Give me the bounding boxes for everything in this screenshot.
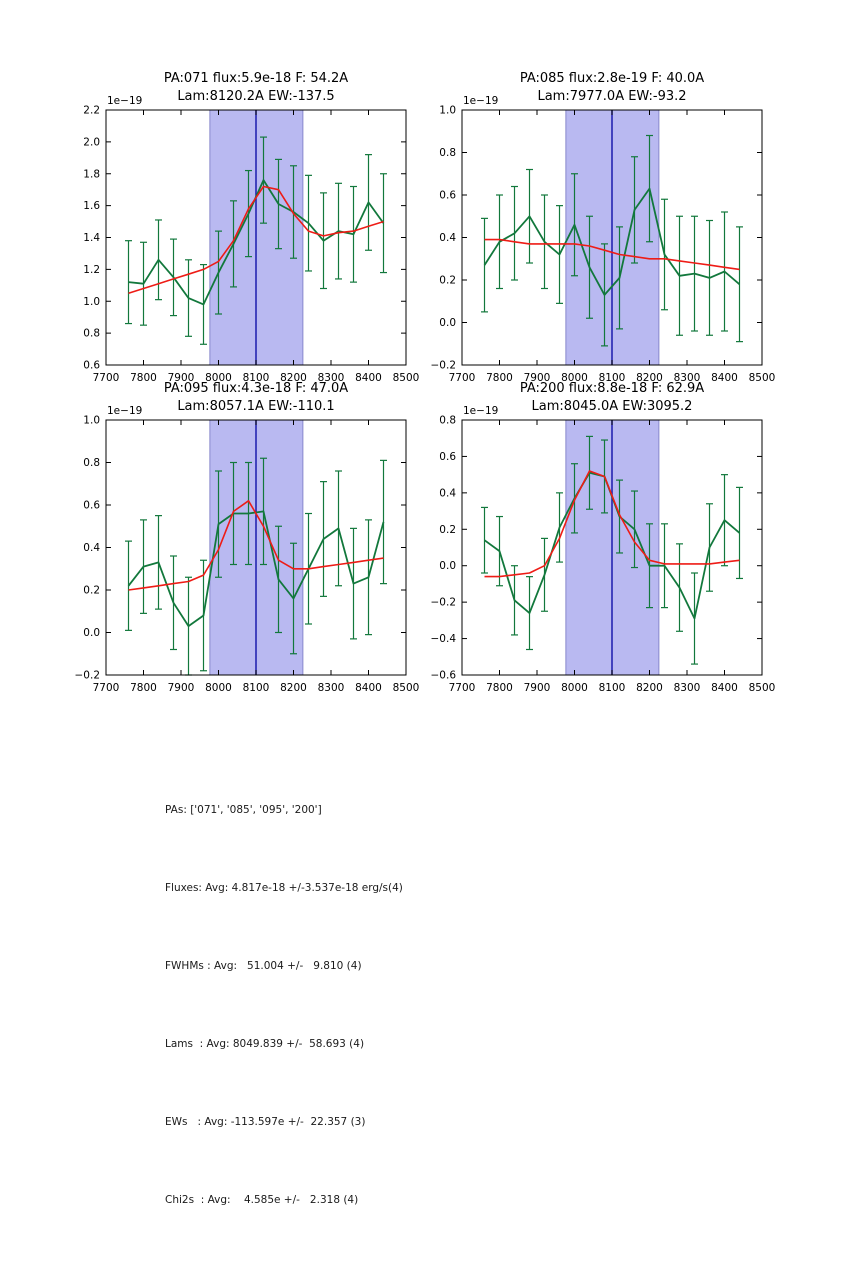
y-tick-label: 0.8 [439, 414, 456, 427]
y-tick-label: 1.0 [83, 414, 100, 427]
x-tick-label: 7900 [523, 682, 551, 694]
x-tick-label: 8500 [392, 372, 420, 384]
x-tick-label: 8300 [673, 682, 701, 694]
x-tick-label: 8500 [392, 682, 420, 694]
y-tick-label: 0.8 [83, 327, 100, 340]
y-tick-label: 0.0 [439, 317, 456, 329]
plot-area [50, 406, 430, 726]
y-tick-label: 1.2 [83, 263, 100, 276]
subplot-title-line2: Lam:7977.0A EW:-93.2 [537, 89, 687, 104]
subplot-title-line2: Lam:8045.0A EW:3095.2 [531, 399, 693, 414]
subplot-pa085 [406, 96, 786, 416]
subplot-pa071 [50, 96, 430, 416]
x-tick-label: 7800 [486, 372, 513, 384]
plot-area [406, 96, 786, 416]
x-tick-label: 7800 [130, 682, 157, 694]
y-tick-label: −0.4 [430, 633, 456, 646]
subplot-title-line1: PA:200 flux:8.8e-18 F: 62.9A [519, 381, 705, 396]
y-tick-label: 1.6 [83, 200, 100, 213]
y-tick-label: 0.8 [439, 147, 456, 159]
x-tick-label: 7700 [92, 682, 120, 694]
y-tick-label: −0.2 [74, 669, 100, 682]
x-tick-label: 8400 [711, 682, 738, 694]
summary-line-lams: Lams : Avg: 8049.839 +/- 58.693 (4) [165, 1038, 365, 1050]
y-tick-label: 0.4 [439, 232, 456, 244]
x-tick-label: 8300 [317, 682, 345, 694]
x-tick-label: 8000 [561, 682, 588, 694]
y-tick-label: 1.0 [439, 104, 456, 117]
y-tick-label: 1.4 [83, 232, 100, 244]
y-tick-label: 0.6 [83, 499, 100, 512]
x-tick-label: 8300 [673, 372, 701, 384]
x-tick-label: 8200 [280, 682, 307, 694]
subplot-pa095 [50, 406, 430, 726]
y-tick-label: −0.2 [430, 596, 456, 609]
summary-line-ews: EWs : Avg: -113.597e +/- 22.357 (3) [165, 1116, 366, 1128]
plot-area [50, 96, 430, 416]
y-tick-label: 2.2 [83, 104, 100, 117]
summary-line-fluxes: Fluxes: Avg: 4.817e-18 +/-3.537e-18 erg/s(4) [165, 882, 403, 894]
x-tick-label: 8100 [242, 372, 270, 384]
x-tick-label: 8200 [280, 372, 307, 384]
x-tick-label: 7700 [448, 372, 476, 384]
x-tick-label: 8500 [748, 682, 776, 694]
x-tick-label: 7800 [130, 372, 157, 384]
y-tick-label: 0.0 [439, 560, 456, 573]
subplot-title-line1: PA:071 flux:5.9e-18 F: 54.2A [163, 71, 349, 86]
y-tick-label: 0.6 [439, 450, 456, 463]
x-tick-label: 7900 [167, 372, 195, 384]
x-tick-label: 8100 [598, 372, 626, 384]
x-tick-label: 7900 [523, 372, 551, 384]
y-axis-offset-label: 1e−19 [107, 96, 143, 107]
y-tick-label: 0.8 [83, 457, 100, 469]
x-tick-label: 8100 [598, 682, 626, 694]
x-tick-label: 7700 [92, 372, 120, 384]
subplot-title-line1: PA:085 flux:2.8e-19 F: 40.0A [519, 71, 705, 86]
summary-line-fwhms: FWHMs : Avg: 51.004 +/- 9.810 (4) [165, 960, 362, 972]
summary-block [165, 745, 403, 1265]
x-tick-label: 8200 [636, 682, 663, 694]
y-tick-label: 2.0 [83, 136, 100, 149]
summary-line-chi2s: Chi2s : Avg: 4.585e +/- 2.318 (4) [165, 1194, 359, 1206]
x-tick-label: 7900 [167, 682, 195, 694]
x-tick-label: 8300 [317, 372, 345, 384]
x-tick-label: 8000 [561, 372, 588, 384]
summary-line-pas: PAs: ['071', '085', '095', '200'] [165, 804, 322, 816]
y-tick-label: 0.2 [83, 584, 100, 597]
y-axis-offset-label: 1e−19 [463, 96, 499, 107]
x-tick-label: 7800 [486, 682, 513, 694]
y-tick-label: 0.0 [83, 627, 100, 639]
x-tick-label: 8100 [242, 682, 270, 694]
plot-area [406, 406, 786, 726]
y-tick-label: 1.8 [83, 168, 100, 181]
x-tick-label: 8400 [355, 372, 382, 384]
subplot-title-line2: Lam:8120.2A EW:-137.5 [177, 89, 335, 104]
x-tick-label: 7700 [448, 682, 476, 694]
x-tick-label: 8400 [355, 682, 382, 694]
y-axis-offset-label: 1e−19 [107, 406, 143, 417]
y-tick-label: 1.0 [83, 295, 100, 308]
y-tick-label: 0.2 [439, 523, 456, 536]
y-axis-offset-label: 1e−19 [463, 406, 499, 417]
x-tick-label: 8000 [205, 372, 232, 384]
x-tick-label: 8000 [205, 682, 232, 694]
y-tick-label: 0.6 [83, 359, 100, 372]
x-tick-label: 8500 [748, 372, 776, 384]
y-tick-label: −0.6 [430, 669, 456, 682]
y-tick-label: 0.2 [439, 274, 456, 287]
x-tick-label: 8400 [711, 372, 738, 384]
y-tick-label: −0.2 [430, 359, 456, 372]
x-tick-label: 8200 [636, 372, 663, 384]
y-tick-label: 0.4 [83, 542, 100, 554]
y-tick-label: 0.4 [439, 487, 456, 500]
subplot-title-line2: Lam:8057.1A EW:-110.1 [177, 399, 335, 414]
y-tick-label: 0.6 [439, 189, 456, 202]
subplot-title-line1: PA:095 flux:4.3e-18 F: 47.0A [163, 381, 349, 396]
subplot-pa200 [406, 406, 786, 726]
